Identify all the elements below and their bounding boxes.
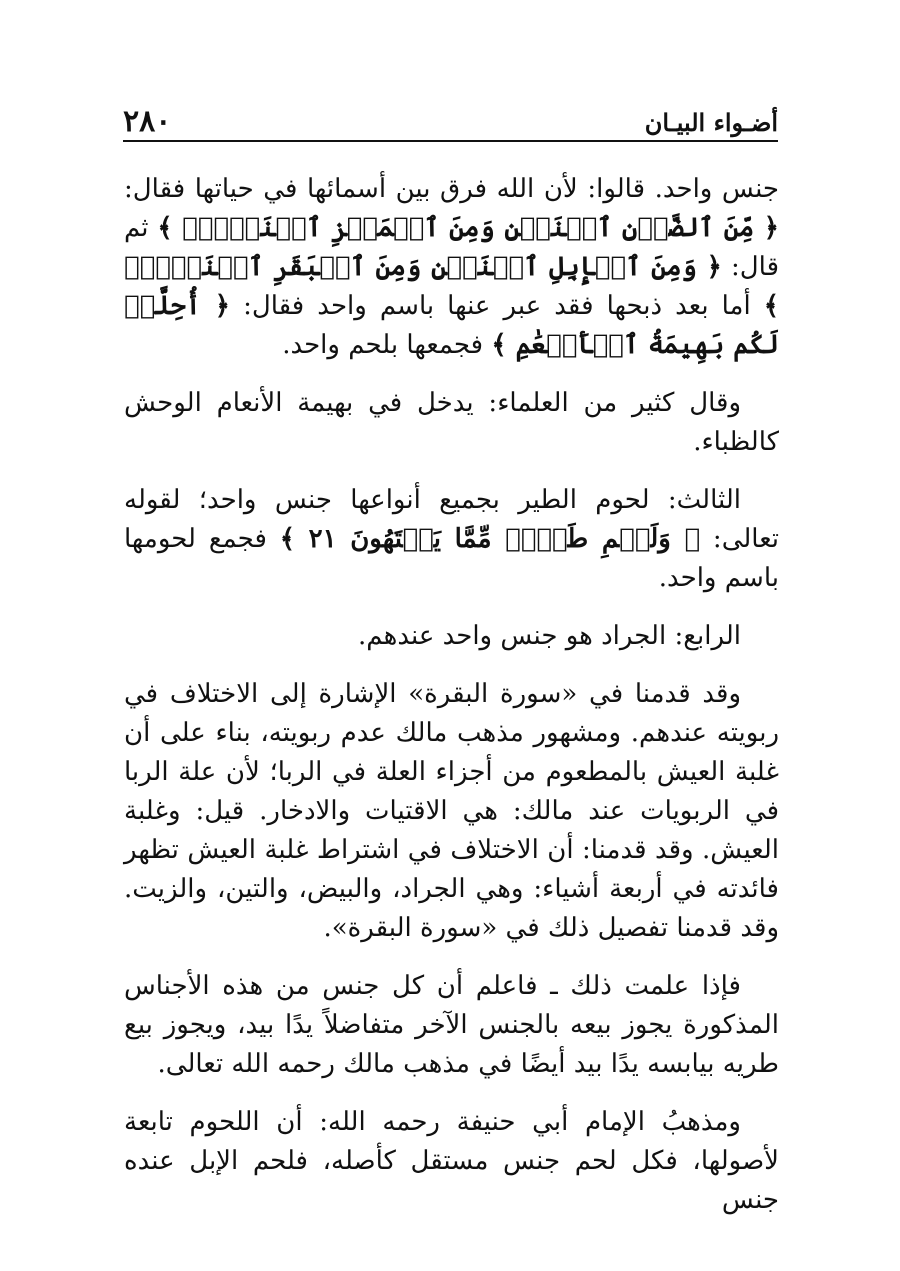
quran-verse: ﴿ مِّنَ ٱلضَّأۡنِ ٱثۡنَيۡنِ وَمِنَ ٱلۡمَعۡزِ ٱثۡنَيۡنِۗ ﴾	[157, 213, 779, 243]
text-run: الثالث: لحوم الطير بجميع أنواعها جنس واحد؛ لقوله تعالى:	[124, 485, 779, 554]
text-run: ثم قال:	[124, 213, 779, 282]
page-number: ٢٨٠	[123, 104, 172, 139]
quran-verse: ﴿ وَلَحۡمِ طَيۡرٖ مِّمَّا يَشۡتَهُونَ ٢١ ﴾	[279, 524, 701, 554]
paragraph-3	[124, 481, 779, 598]
quran-verse: ﴿ أُحِلَّتۡ لَكُم بَهِيمَةُ ٱلۡأَنۡعَٰمِ ﴾	[124, 291, 779, 360]
text-run: فجمعها بلحم واحد.	[282, 330, 492, 360]
running-title: أضـواء البيـان	[644, 108, 778, 137]
paragraph-5: وقد قدمنا في «سورة البقرة» الإشارة إلى الاختلاف في ربويته عندهم. ومشهور مذهب مالك عدم ربويته، بناء على أن غلبة العيش بالمطعوم من أجزاء العلة في الربا؛ لأن علة الربا في الربويات عند مالك: هي الاقتيات والادخار. قيل: وغلبة العيش. وقد قدمنا: أن الاختلاف في اشتراط غلبة العيش تظهر فائدته في أربعة أشياء: وهي الجراد، والبيض، والتين، والزيت. وقد قدمنا تفصيل ذلك في «سورة البقرة».	[124, 679, 779, 943]
header-rule	[123, 140, 778, 142]
text-run: جنس واحد. قالوا: لأن الله فرق بين أسمائها في حياتها فقال:	[124, 174, 779, 204]
paragraph-2: وقال كثير من العلماء: يدخل في بهيمة الأنعام الوحش كالظباء.	[124, 388, 779, 457]
page-body	[124, 170, 779, 1239]
paragraph-4: الرابع: الجراد هو جنس واحد عندهم.	[358, 621, 741, 651]
page-header	[123, 100, 778, 142]
paragraph-6: فإذا علمت ذلك ـ فاعلم أن كل جنس من هذه الأجناس المذكورة يجوز بيعه بالجنس الآخر متفاضلاً يدًا بيد، ويجوز بيع طريه بيابسه يدًا بيد أيضًا في مذهب مالك رحمه الله تعالى.	[124, 971, 779, 1079]
quran-verse: ﴿ وَمِنَ ٱلۡإِبِلِ ٱثۡنَيۡنِ وَمِنَ ٱلۡبَقَرِ ٱثۡنَيۡنِۗ ﴾	[124, 252, 780, 321]
paragraph-7: ومذهبُ الإمام أبي حنيفة رحمه الله: أن اللحوم تابعة لأصولها، فكل لحم جنس مستقل كأصله، فلحم الإبل عنده جنس	[124, 1107, 779, 1215]
paragraph-1	[124, 170, 779, 365]
text-run: أما بعد ذبحها فقد عبر عنها باسم واحد فقال:	[243, 291, 764, 321]
text-run: فجمع لحومها باسم واحد.	[124, 524, 779, 593]
